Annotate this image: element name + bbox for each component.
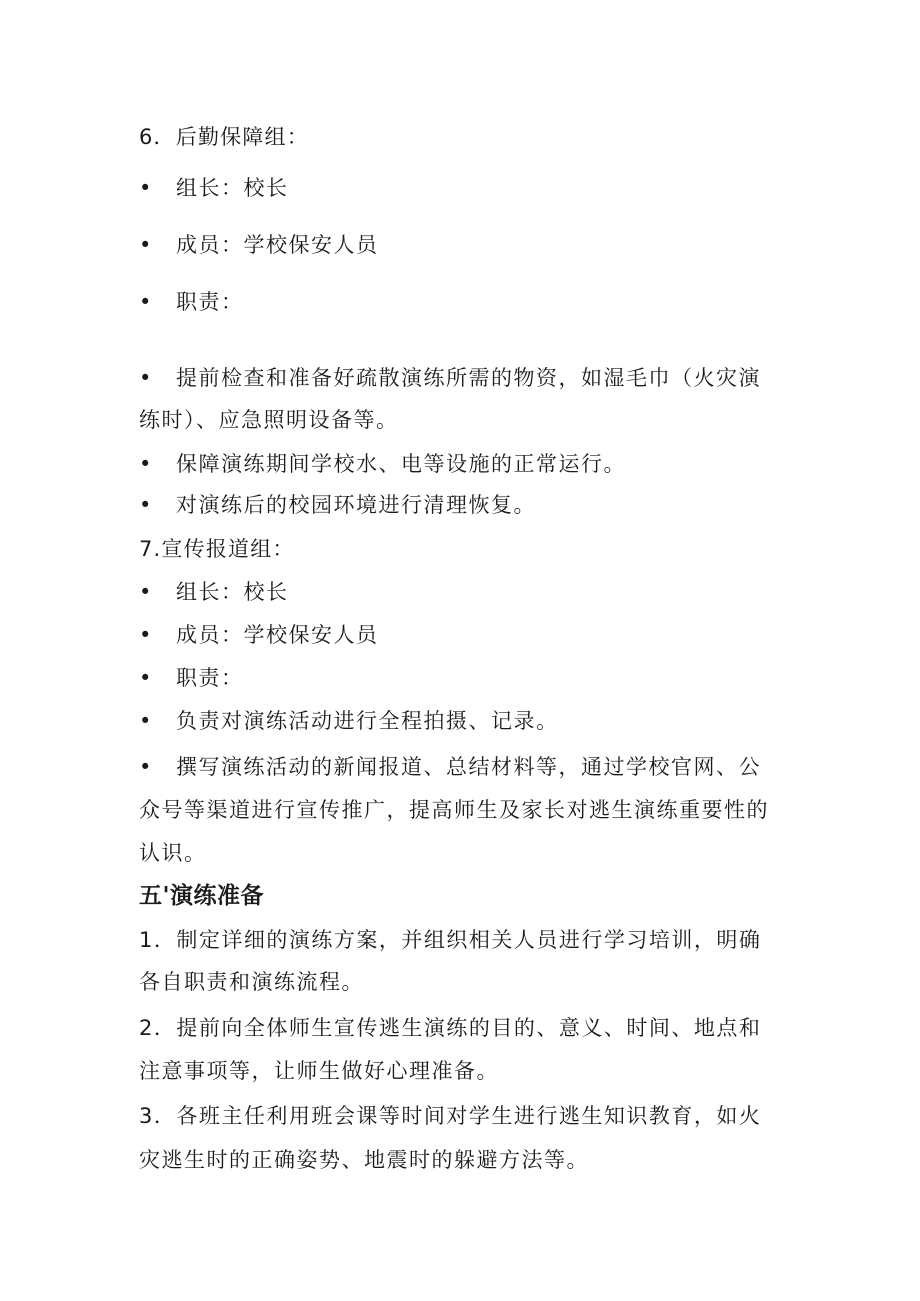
section6-duty1-line2: 练时）、应急照明设备等。	[139, 408, 399, 432]
bullet: •	[139, 580, 152, 604]
section7-duties-label: 职责：	[176, 666, 244, 690]
bullet: •	[139, 290, 152, 314]
section5-item1-line1: 1．制定详细的演练方案，并组织相关人员进行学习培训，明确	[139, 928, 762, 952]
bullet: •	[139, 755, 152, 779]
section5-item3-line2: 灾逃生时的正确姿势、地震时的躲避方法等。	[139, 1148, 589, 1172]
section7-duty1: 负责对演练活动进行全程拍摄、记录。	[176, 709, 559, 733]
section7-title: 7.宣传报道组：	[139, 537, 295, 561]
section6-duty1-line1: 提前检查和准备好疏散演练所需的物资，如湿毛巾（火灾演	[176, 366, 761, 390]
section6-duty3: 对演练后的校园环境进行清理恢复。	[176, 493, 536, 517]
section5-item3-line1: 3．各班主任利用班会课等时间对学生进行逃生知识教育，如火	[139, 1104, 762, 1128]
bullet: •	[139, 452, 152, 476]
section6-title: 6．后勤保障组：	[139, 125, 309, 149]
section7-duty2-line2: 众号等渠道进行宣传推广，提高师生及家长对逃生演练重要性的	[139, 798, 769, 822]
bullet: •	[139, 666, 152, 690]
bullet: •	[139, 176, 152, 200]
bullet: •	[139, 709, 152, 733]
section5-heading: 五'演练准备	[139, 883, 265, 909]
bullet: •	[139, 623, 152, 647]
bullet: •	[139, 366, 152, 390]
section6-members: 成员：学校保安人员	[176, 233, 379, 257]
section5-item2-line1: 2．提前向全体师生宣传逃生演练的目的、意义、时间、地点和	[139, 1016, 762, 1040]
section7-duty2-line3: 认识。	[139, 841, 207, 865]
section5-item2-line2: 注意事项等，让师生做好心理准备。	[139, 1059, 499, 1083]
section6-duties-label: 职责：	[176, 290, 244, 314]
bullet: •	[139, 233, 152, 257]
section7-members: 成员：学校保安人员	[176, 623, 379, 647]
section7-duty2-line1: 撰写演练活动的新闻报道、总结材料等，通过学校官网、公	[176, 755, 761, 779]
section5-item1-line2: 各自职责和演练流程。	[139, 970, 364, 994]
section6-duty2: 保障演练期间学校水、电等设施的正常运行。	[176, 452, 626, 476]
section6-leader: 组长：校长	[176, 176, 289, 200]
bullet: •	[139, 493, 152, 517]
section7-leader: 组长：校长	[176, 580, 289, 604]
